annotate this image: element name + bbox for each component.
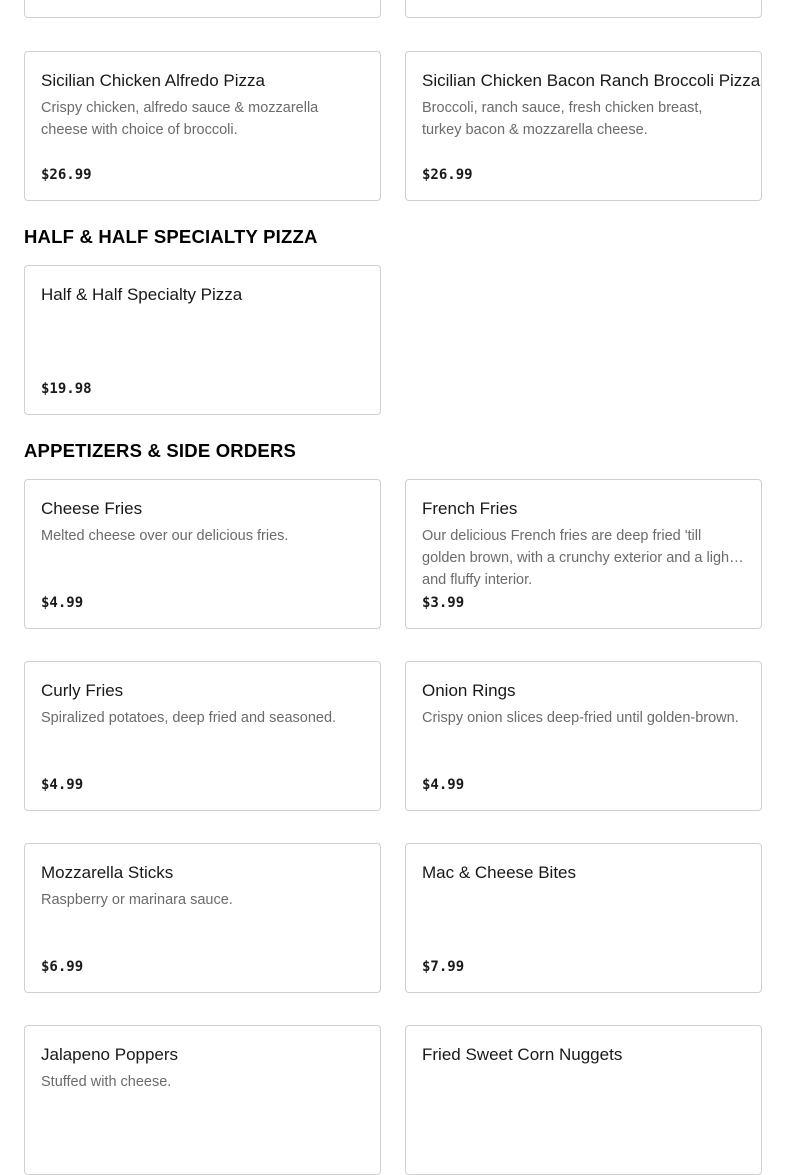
- menu-item-description: [41, 311, 364, 355]
- section-title: APPETIZERS & SIDE ORDERS: [24, 440, 297, 461]
- menu-item-description: Our delicious French fries are deep fried 'till golden brown, with a crunchy exterior and a light and fluffy interior.: [422, 528, 734, 588]
- menu-item-description: Melted cheese over our delicious fries.: [41, 528, 289, 544]
- menu-item-price: $4.99: [41, 777, 84, 793]
- menu-item-description: Spiralized potatoes, deep fried and seasoned.: [41, 710, 337, 726]
- menu-item-name: Sicilian Chicken Bacon Ranch Broccoli Pizza: [422, 71, 761, 90]
- menu-item-card[interactable]: [24, 51, 381, 201]
- menu-item-card[interactable]: [24, 0, 381, 18]
- menu-item-card[interactable]: [24, 265, 381, 415]
- menu-item-name: Mac & Cheese Bites: [422, 863, 577, 882]
- section-title: HALF & HALF SPECIALTY PIZZA: [24, 226, 318, 247]
- menu-item-description: Crispy chicken, alfredo sauce & mozzarella cheese with choice of broccoli.: [41, 100, 319, 138]
- menu-item-card[interactable]: [405, 661, 762, 811]
- menu-item-card[interactable]: [405, 0, 762, 18]
- menu-item-card[interactable]: [24, 1025, 381, 1175]
- menu-item-name: Sicilian Chicken Alfredo Pizza: [41, 71, 265, 90]
- menu-item-card[interactable]: [24, 479, 381, 629]
- menu-item-description: Stuffed with cheese.: [41, 1074, 172, 1090]
- menu-item-card[interactable]: [405, 479, 762, 629]
- menu-item-price: $4.99: [41, 595, 84, 611]
- menu-item-name: Mozzarella Sticks: [41, 863, 174, 882]
- menu-item-description: Crispy onion slices deep-fried until golden-brown.: [422, 710, 739, 726]
- menu-item-description: Broccoli, ranch sauce, fresh chicken breast, turkey bacon & mozzarella cheese.: [422, 100, 703, 138]
- menu-item-card[interactable]: [24, 843, 381, 993]
- menu-item-name: Half & Half Specialty Pizza: [41, 285, 243, 304]
- menu-item-name: Curly Fries: [41, 681, 124, 700]
- menu-item-price: $26.99: [41, 167, 92, 183]
- menu-item-price: $19.98: [41, 381, 92, 397]
- menu-item-description: [422, 889, 745, 933]
- menu-item-price: $7.99: [422, 959, 465, 975]
- menu-item-card[interactable]: [405, 51, 762, 201]
- menu-item-name: Jalapeno Poppers: [41, 1045, 179, 1064]
- menu-item-price: $26.99: [422, 167, 473, 183]
- menu-item-card[interactable]: [405, 843, 762, 993]
- menu-item-price: $3.99: [422, 595, 465, 611]
- menu-item-name: Fried Sweet Corn Nuggets: [422, 1045, 623, 1064]
- menu-item-description: Raspberry or marinara sauce.: [41, 892, 233, 908]
- menu-item-card[interactable]: [24, 661, 381, 811]
- menu-item-card[interactable]: [405, 1025, 762, 1175]
- menu-item-description: [422, 1071, 745, 1115]
- menu-item-price: $6.99: [41, 959, 84, 975]
- menu-item-name: Cheese Fries: [41, 499, 143, 518]
- menu-item-name: Onion Rings: [422, 681, 516, 700]
- menu-item-price: $4.99: [422, 777, 465, 793]
- menu-item-name: French Fries: [422, 499, 518, 518]
